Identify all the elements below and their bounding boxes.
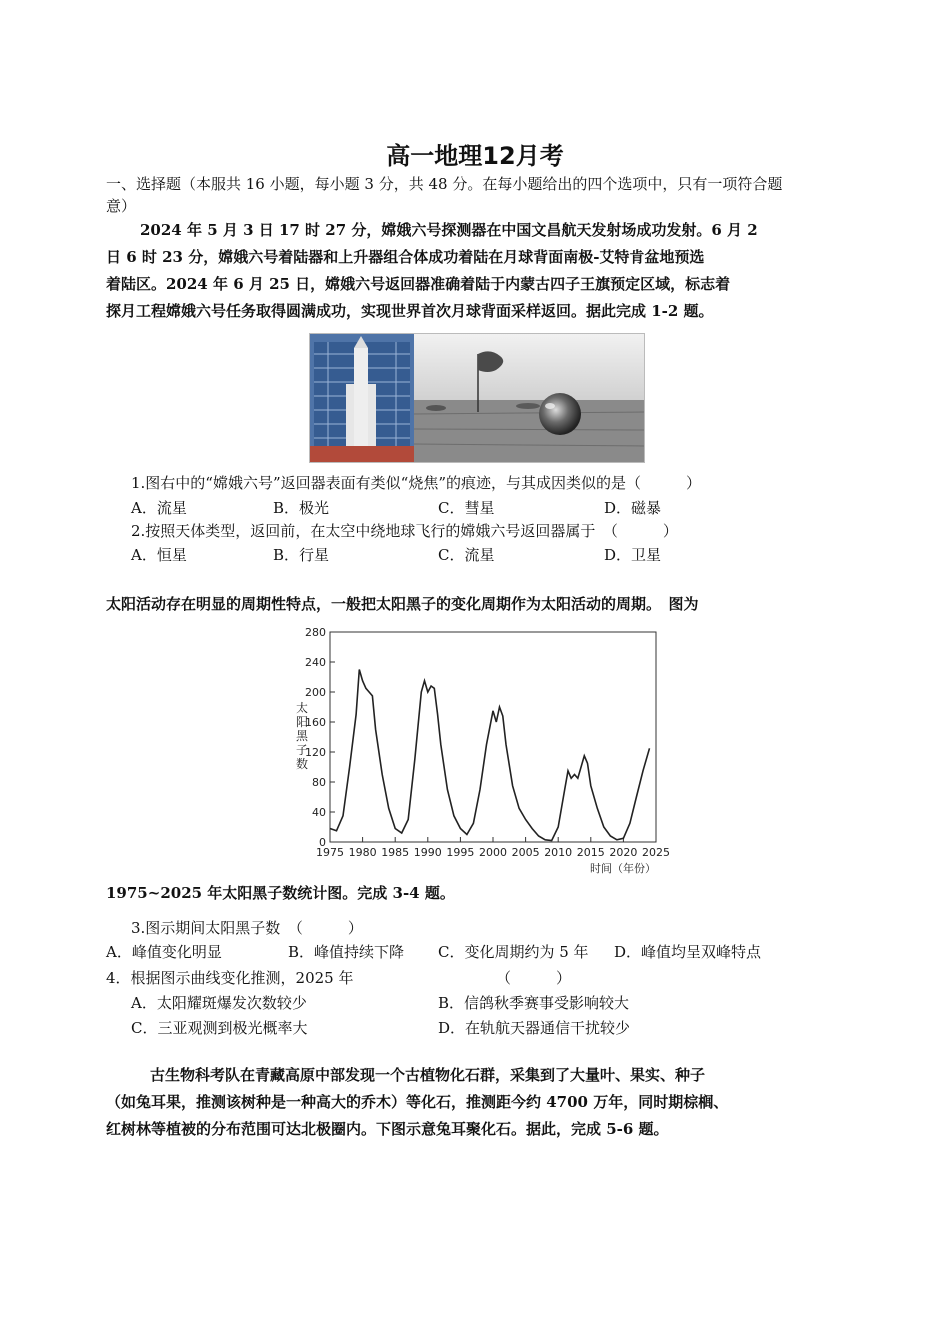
y-tick-label: 80 <box>312 776 326 789</box>
x-tick-label: 2020 <box>609 846 638 859</box>
x-tick-label: 1990 <box>413 846 442 859</box>
plot-frame <box>330 632 656 842</box>
section-heading-line1: 一、选择题（本服共 16 小题，每小题 3 分，共 48 分。在每小题给出的四个选项中，只有一项符合题 <box>106 175 783 193</box>
section-heading-line2: 意） <box>106 197 137 215</box>
passage2-line1: 太阳活动存在明显的周期性特点，一般把太阳黑子的变化周期作为太阳活动的周期。 图为 <box>106 595 699 613</box>
passage1-line3: 着陆区。2024 年 6 月 25 日，嫦娥六号返回器准确着陆于内蒙古四子王旗预定区域，标志着 <box>106 275 731 293</box>
q2-option-d[interactable]: D．卫星 <box>604 546 662 564</box>
q2-option-c[interactable]: C．流星 <box>438 546 495 564</box>
passage1-line4: 探月工程嫦娥六号任务取得圆满成功，实现世界首次月球背面采样返回。据此完成 1-2 题。 <box>106 302 714 320</box>
q3-option-d[interactable]: D．峰值均呈双峰特点 <box>614 943 762 961</box>
y-tick-label: 160 <box>305 716 326 729</box>
passage1-line1: 2024 年 5 月 3 日 17 时 27 分，嫦娥六号探测器在中国文昌航天发射场成功发射。6 月 2 <box>140 221 758 239</box>
photo-illustration <box>310 334 644 462</box>
q1-option-d[interactable]: D．磁暴 <box>604 499 662 517</box>
q2-option-b[interactable]: B．行星 <box>273 546 330 564</box>
return-capsule <box>539 393 581 435</box>
x-tick-label: 1985 <box>381 846 410 859</box>
q1-option-b[interactable]: B．极光 <box>273 499 330 517</box>
passage3-line3: 红树林等植被的分布范围可达北极圈内。下图示意兔耳聚化石。据此，完成 5-6 题。 <box>106 1120 669 1138</box>
sunspot-chart <box>288 624 672 880</box>
x-tick-label: 2005 <box>511 846 540 859</box>
y-tick-label: 200 <box>305 686 326 699</box>
rocket-and-capsule-photo <box>309 333 645 463</box>
q4-answer-paren: （ ） <box>496 969 572 987</box>
rocket-body <box>354 348 368 448</box>
page-title: 高一地理12月考 <box>386 142 564 170</box>
q1-option-a[interactable]: A．流星 <box>131 499 187 517</box>
passage1-line2: 日 6 时 23 分，嫦娥六号着陆器和上升器组合体成功着陆在月球背面南极-艾特肯盆地预选 <box>106 248 705 266</box>
x-tick-label: 1975 <box>316 846 344 859</box>
q3-option-a[interactable]: A．峰值变化明显 <box>106 943 222 961</box>
y-axis-label: 太阳黑子数 <box>296 701 309 771</box>
passage3-line2: （如兔耳果，推测该树种是一种高大的乔木）等化石，推测距今约 4700 万年，同时期棕榈、 <box>106 1093 729 1111</box>
x-tick-label: 2000 <box>479 846 507 859</box>
y-tick-label: 120 <box>305 746 326 759</box>
x-axis-label: 时间（年份） <box>590 862 656 875</box>
x-tick-label: 1980 <box>348 846 377 859</box>
y-tick-label: 280 <box>305 626 326 639</box>
y-tick-label: 40 <box>312 806 326 819</box>
q3-stem: 3.图示期间太阳黑子数 （ ） <box>131 919 363 937</box>
sunspot-chart-svg <box>288 624 672 880</box>
q1-stem: 1.图右中的“嫦娥六号”返回器表面有类似“烧焦”的痕迹，与其成因类似的是（ ） <box>131 474 701 492</box>
q3-option-c[interactable]: C．变化周期约为 5 年 <box>438 943 589 961</box>
q1-option-c[interactable]: C．彗星 <box>438 499 495 517</box>
q2-stem: 2.按照天体类型，返回前，在太空中绕地球飞行的嫦娥六号返回器属于 （ ） <box>131 522 678 540</box>
q4-option-c[interactable]: C．三亚观测到极光概率大 <box>131 1019 308 1037</box>
y-tick-label: 0 <box>319 836 326 849</box>
passage2-line2: 1975~2025 年太阳黑子数统计图。完成 3-4 题。 <box>106 884 455 902</box>
sunspot-series-line <box>330 670 650 841</box>
q4-option-b[interactable]: B．信鸽秋季赛事受影响较大 <box>438 994 630 1012</box>
x-tick-label: 1995 <box>446 846 475 859</box>
q4-option-d[interactable]: D．在轨航天器通信干扰较少 <box>438 1019 631 1037</box>
x-tick-label: 2010 <box>544 846 573 859</box>
passage3-line1: 古生物科考队在青藏高原中部发现一个古植物化石群，采集到了大量叶、果实、种子 <box>150 1066 706 1084</box>
q4-stem: 4．根据图示曲线变化推测，2025 年 <box>106 969 354 987</box>
q3-option-b[interactable]: B．峰值持续下降 <box>288 943 405 961</box>
y-tick-label: 240 <box>305 656 326 669</box>
q4-option-a[interactable]: A．太阳耀斑爆发次数较少 <box>131 994 307 1012</box>
x-tick-label: 2025 <box>642 846 670 859</box>
q2-option-a[interactable]: A．恒星 <box>131 546 187 564</box>
x-tick-label: 2015 <box>576 846 605 859</box>
